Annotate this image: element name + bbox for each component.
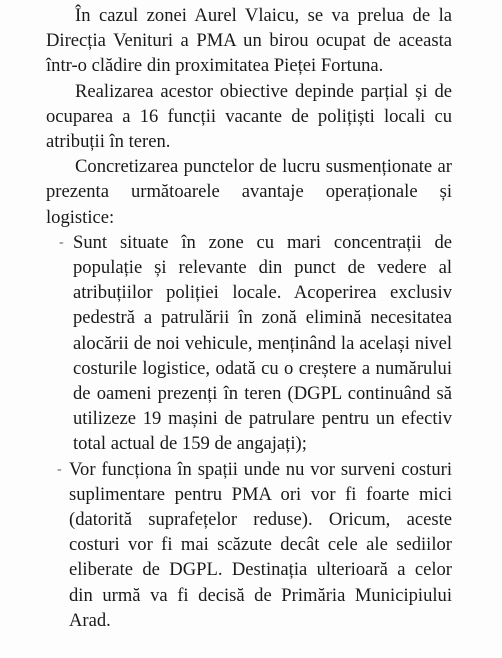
- advantages-list: [46, 230, 452, 633]
- list-item: [46, 457, 452, 633]
- paragraph-advantages-intro: Concretizarea punctelor de lucru susmenționate ar prezenta următoarele avantaje operaționale și logistice:: [46, 156, 452, 228]
- list-item-text: Vor funcționa în spații unde nu vor surveni costuri suplimentare pentru PMA ori vor fi foarte mici (datorită suprafețelor reduse). Oricum, aceste costuri vor fi mai scăzute decât cele ale sediilor eliberate de DGPL. Destinația ulterioară a celor din urmă va fi decisă de Primăria Municipiului Arad.: [69, 458, 452, 631]
- list-bullet: -: [59, 234, 64, 250]
- document-body: [46, 3, 452, 633]
- list-item-text: Sunt situate în zone cu mari concentrații de populație și relevante din punct de vedere al atribuțiilor poliției locale. Acoperirea exclusiv pedestră a patrulării în zonă elimină necesitatea alocării de noi vehicule, menținând la același nivel costurile logistice, odată cu o creștere a numărului de oameni prezenți în teren (DGPL continuând să utilizeze 19 mașini de patrulare pentru un efectiv total actual de 159 de angajați);: [73, 231, 452, 455]
- paragraph-aurel-vlaicu: În cazul zonei Aurel Vlaicu, se va prelua de la Direcția Venituri a PMA un birou ocupat de aceasta într-o clădire din proximitatea Pieței Fortuna.: [46, 5, 452, 77]
- list-bullet: -: [57, 461, 62, 477]
- list-item: [46, 230, 452, 457]
- paragraph-objectives: Realizarea acestor obiective depinde parțial și de ocuparea a 16 funcții vacante de polițiști locali cu atribuții în teren.: [46, 80, 452, 153]
